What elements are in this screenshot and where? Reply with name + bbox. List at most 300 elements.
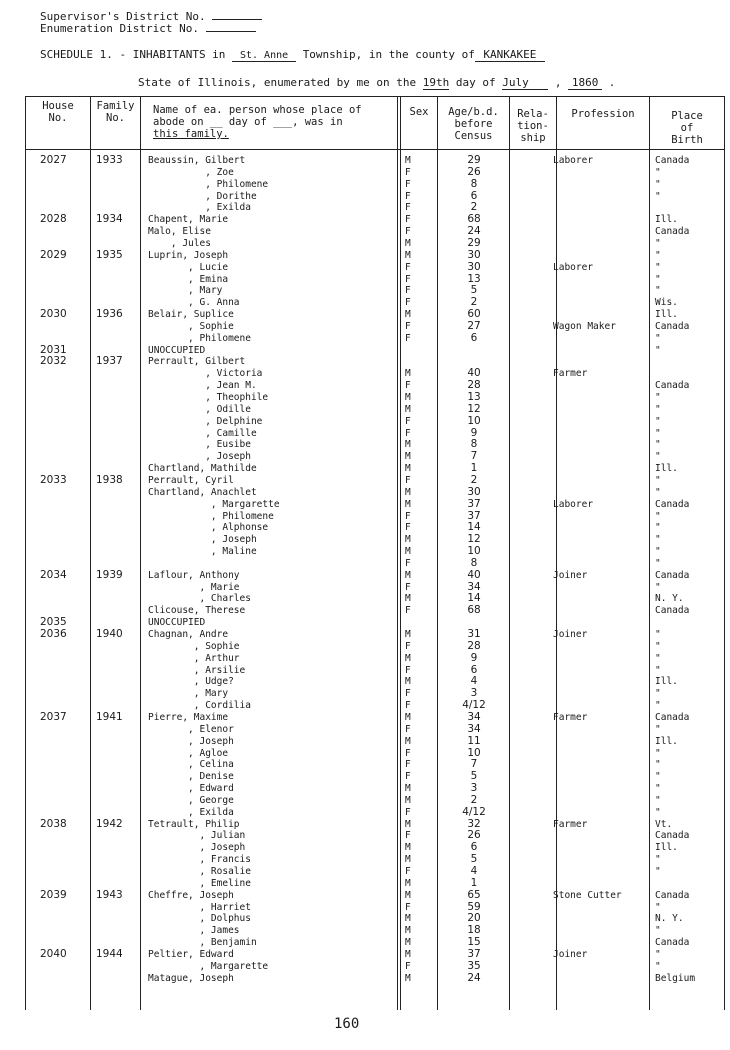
schedule-line (40, 48, 545, 62)
age-value: 37 (467, 509, 481, 522)
table-row (0, 748, 730, 760)
table-row (0, 250, 730, 262)
person-name: Pierre, Maxime (148, 711, 229, 723)
schedule-title: SCHEDULE 1. - INHABITANTS in (40, 48, 226, 61)
family-number: 1944 (96, 947, 123, 960)
person-name: , Joseph (148, 534, 257, 546)
birthplace-value: " (655, 581, 661, 593)
sex-value: F (405, 747, 411, 759)
age-value: 27 (467, 319, 481, 332)
table-row (0, 214, 730, 226)
birthplace-value: Ill. (655, 842, 678, 854)
age-value: 8 (470, 438, 478, 451)
column-header-profession-line1: Profession (571, 108, 635, 120)
age-value: 10 (467, 414, 481, 427)
birthplace-value: " (655, 237, 661, 249)
birthplace-value: " (655, 771, 661, 783)
table-row (0, 771, 730, 783)
table-row (0, 783, 730, 795)
person-name: , Exilda (148, 202, 251, 214)
sex-value: M (405, 937, 411, 949)
person-name: , Cordilia (148, 700, 251, 712)
sex-value: M (405, 451, 411, 463)
age-value: 24 (467, 225, 481, 238)
birthplace-value: Ill. (655, 214, 678, 226)
family-number: 1933 (96, 154, 123, 166)
person-name: Laflour, Anthony (148, 569, 240, 581)
age-value: 2 (470, 296, 478, 309)
sex-value: F (405, 332, 411, 344)
birthplace-value: Canada (655, 937, 690, 949)
birthplace-value: " (655, 652, 661, 664)
column-header-name-line1: Name of ea. person whose place of (153, 104, 362, 116)
table-row (0, 712, 730, 724)
table-row (0, 688, 730, 700)
sex-value: F (405, 320, 411, 332)
column-header-relationship (510, 108, 556, 144)
person-name: , Agloe (148, 747, 229, 759)
family-number: 1936 (96, 308, 123, 321)
column-header-family (91, 100, 140, 124)
family-number: 1937 (96, 355, 123, 368)
birthplace-value: " (655, 806, 661, 818)
column-header-relationship-line2: tion- (517, 120, 549, 132)
age-value: 68 (467, 213, 481, 226)
column-header-age-line1: Age/b.d. (448, 106, 499, 118)
table-row (0, 546, 730, 558)
person-name: , Victoria (148, 368, 263, 380)
age-value: 4/12 (462, 805, 486, 818)
birthplace-value: " (655, 474, 661, 486)
profession-value: Stone Cutter (553, 889, 622, 901)
person-name: , Udge? (148, 676, 234, 688)
table-row (0, 724, 730, 736)
sex-value: M (405, 249, 411, 261)
birthplace-value: " (655, 344, 661, 356)
age-value: 6 (470, 189, 478, 202)
person-name: , Harriet (148, 901, 251, 913)
house-number: 2036 (40, 628, 67, 640)
age-value: 32 (467, 817, 481, 830)
sex-value: F (405, 166, 411, 178)
sex-value: M (405, 794, 411, 806)
person-name: , Sophie (148, 640, 240, 652)
person-name: , Dorithe (148, 190, 257, 202)
table-row (0, 890, 730, 902)
table-row (0, 534, 730, 546)
birthplace-value: " (655, 700, 661, 712)
birthplace-value: " (655, 451, 661, 463)
table-row (0, 380, 730, 392)
sex-value: M (405, 546, 411, 558)
person-name: Tetrault, Philip (148, 818, 240, 830)
person-name: , Exilda (148, 806, 234, 818)
age-value: 12 (467, 533, 481, 546)
person-name: Matague, Joseph (148, 972, 234, 984)
birthplace-value: Canada (655, 320, 690, 332)
house-number: 2032 (40, 355, 67, 368)
sex-value: F (405, 380, 411, 392)
table-row (0, 487, 730, 499)
table-row (0, 167, 730, 179)
column-header-place-line3: Birth (671, 134, 703, 146)
sex-value: M (405, 155, 411, 166)
profession-value: Laborer (553, 498, 594, 510)
person-name: , Jules (148, 237, 211, 249)
age-value: 2 (470, 473, 478, 486)
birthplace-value: " (655, 759, 661, 771)
table-header-rule (25, 149, 725, 150)
age-value: 4 (470, 675, 478, 688)
age-value: 5 (470, 284, 478, 297)
person-name: Luprin, Joseph (148, 249, 229, 261)
age-value: 15 (467, 936, 481, 949)
age-value: 14 (467, 592, 481, 605)
age-value: 20 (467, 912, 481, 925)
table-row (0, 179, 730, 191)
age-value: 10 (467, 545, 481, 558)
person-name: , Dolphus (148, 913, 251, 925)
birthplace-value: Canada (655, 605, 690, 617)
sex-value: F (405, 522, 411, 534)
age-value: 4/12 (462, 699, 486, 712)
birthplace-value: Canada (655, 569, 690, 581)
birthplace-value: N. Y. (655, 593, 684, 605)
table-row (0, 522, 730, 534)
person-name: , Theophile (148, 392, 269, 403)
person-name: , Alphonse (148, 522, 269, 534)
person-name: Chartland, Mathilde (148, 463, 257, 475)
table-row (0, 274, 730, 286)
house-number: 2027 (40, 154, 67, 166)
person-name: Chartland, Anachlet (148, 486, 257, 498)
table-row (0, 368, 730, 380)
column-header-relationship-line3: ship (520, 132, 546, 144)
person-name: , Philomene (148, 332, 251, 344)
age-value: 68 (467, 604, 481, 617)
sex-value: F (405, 427, 411, 439)
birthplace-value: Canada (655, 889, 690, 901)
sex-value: M (405, 783, 411, 795)
house-number: 2028 (40, 213, 67, 226)
township-suffix: Township, in the county of (302, 48, 475, 61)
age-value: 7 (470, 758, 478, 771)
person-name: Malo, Elise (148, 226, 211, 238)
person-name: , Jean M. (148, 380, 257, 392)
age-value: 28 (467, 639, 481, 652)
birthplace-value: " (655, 178, 661, 190)
year-separator: , (554, 76, 562, 89)
age-value: 29 (467, 154, 481, 166)
birthplace-value: Canada (655, 226, 690, 238)
person-name: , Camille (148, 427, 257, 439)
age-value: 11 (467, 734, 481, 747)
birthplace-value: " (655, 866, 661, 877)
age-value: 35 (467, 959, 481, 972)
age-value: 34 (467, 580, 481, 593)
sex-value: F (405, 581, 411, 593)
sex-value: M (405, 593, 411, 605)
table-row (0, 582, 730, 594)
enumeration-district-label (40, 22, 256, 35)
sex-value: F (405, 557, 411, 569)
birthplace-value: " (655, 747, 661, 759)
column-header-place-line1: Place (671, 110, 703, 122)
profession-value: Laborer (553, 155, 594, 166)
age-value: 37 (467, 947, 481, 960)
age-value: 7 (470, 450, 478, 463)
sex-value: M (405, 463, 411, 475)
person-name: , Zoe (148, 166, 234, 178)
column-header-relationship-line1: Rela- (517, 108, 549, 120)
age-value: 1 (470, 462, 478, 475)
birthplace-value: " (655, 925, 661, 937)
table-row (0, 511, 730, 523)
sex-value: F (405, 415, 411, 427)
birthplace-value: Ill. (655, 463, 678, 475)
sex-value: F (405, 723, 411, 735)
sex-value: M (405, 569, 411, 581)
sex-value: M (405, 948, 411, 960)
birthplace-value: " (655, 901, 661, 913)
house-number: 2037 (40, 710, 67, 723)
sex-value: M (405, 439, 411, 451)
birthplace-value: Canada (655, 711, 690, 723)
state-line-end: . (608, 76, 616, 89)
table-row (0, 653, 730, 665)
sex-value: M (405, 925, 411, 937)
house-number: 2039 (40, 888, 67, 901)
table-row (0, 854, 730, 866)
birthplace-value: " (655, 332, 661, 344)
table-row (0, 902, 730, 914)
table-row (0, 155, 730, 167)
column-header-family-line1: Family (96, 100, 135, 112)
sex-value: F (405, 261, 411, 273)
age-value: 29 (467, 236, 481, 249)
person-name: Peltier, Edward (148, 948, 234, 960)
column-header-sex-line1: Sex (409, 106, 429, 118)
age-value: 1 (470, 876, 478, 889)
table-row (0, 676, 730, 688)
person-name: Chagnan, Andre (148, 629, 229, 640)
table-row (0, 309, 730, 321)
person-name: Clicouse, Therese (148, 605, 246, 617)
birthplace-value: " (655, 249, 661, 261)
sex-value: F (405, 190, 411, 202)
person-name: , Sophie (148, 320, 234, 332)
column-header-house (27, 100, 89, 124)
house-number: 2034 (40, 568, 67, 581)
table-row (0, 759, 730, 771)
table-row (0, 499, 730, 511)
age-value: 24 (467, 971, 481, 984)
age-value: 28 (467, 379, 481, 392)
person-name: Perrault, Gilbert (148, 356, 246, 368)
enumeration-district-blank (206, 31, 256, 32)
age-value: 5 (470, 853, 478, 866)
age-value: 26 (467, 829, 481, 842)
table-row (0, 913, 730, 925)
age-value: 40 (467, 568, 481, 581)
age-value: 40 (467, 367, 481, 380)
month-value: July (502, 76, 548, 90)
person-name: , Francis (148, 854, 251, 866)
birthplace-value: Ill. (655, 735, 678, 747)
sex-value: F (405, 605, 411, 617)
table-row (0, 428, 730, 440)
person-name: Chapent, Marie (148, 214, 229, 226)
sex-value: F (405, 771, 411, 783)
sex-value: M (405, 534, 411, 546)
birthplace-value: " (655, 664, 661, 676)
person-name: , Lucie (148, 261, 229, 273)
table-row (0, 321, 730, 333)
person-name: , Joseph (148, 451, 251, 463)
table-row (0, 807, 730, 819)
age-value: 6 (470, 331, 478, 344)
family-number: 1943 (96, 888, 123, 901)
sex-value: F (405, 510, 411, 522)
person-name: , Delphine (148, 415, 263, 427)
birthplace-value: " (655, 522, 661, 534)
table-row (0, 842, 730, 854)
sex-value: M (405, 486, 411, 498)
person-name: , Mary (148, 285, 223, 297)
person-name: , Emina (148, 273, 229, 285)
sex-value: M (405, 711, 411, 723)
sex-value: F (405, 700, 411, 712)
birthplace-value: " (655, 273, 661, 285)
person-name: , Joseph (148, 842, 246, 854)
table-row (0, 226, 730, 238)
table-row (0, 949, 730, 961)
sex-value: M (405, 854, 411, 866)
age-value: 13 (467, 391, 481, 403)
birthplace-value: " (655, 190, 661, 202)
person-name: Cheffre, Joseph (148, 889, 234, 901)
birthplace-value: " (655, 948, 661, 960)
table-row (0, 973, 730, 985)
table-row (0, 925, 730, 937)
table-row (0, 558, 730, 570)
birthplace-value: " (655, 546, 661, 558)
birthplace-value: Canada (655, 830, 690, 842)
column-header-age (438, 106, 509, 142)
profession-value: Farmer (553, 711, 588, 723)
sex-value: M (405, 889, 411, 901)
birthplace-value: " (655, 285, 661, 297)
person-name: , James (148, 925, 240, 937)
family-number: 1940 (96, 628, 123, 640)
table-row (0, 570, 730, 582)
person-name: , Philomene (148, 510, 274, 522)
age-value: 30 (467, 485, 481, 498)
person-name: , Eusibe (148, 439, 251, 451)
person-name: , Celina (148, 759, 234, 771)
table-row (0, 961, 730, 973)
column-header-profession (557, 108, 649, 120)
table-row (0, 593, 730, 605)
column-header-name (153, 104, 393, 140)
table-row (0, 404, 730, 416)
person-name: Beaussin, Gilbert (148, 155, 246, 166)
family-number: 1941 (96, 710, 123, 723)
birthplace-value: N. Y. (655, 913, 684, 925)
age-value: 3 (470, 782, 478, 795)
profession-value: Joiner (553, 629, 588, 640)
table-row (0, 439, 730, 451)
family-number: 1939 (96, 568, 123, 581)
sex-value: F (405, 806, 411, 818)
birthplace-value: " (655, 640, 661, 652)
sex-value: F (405, 178, 411, 190)
person-name: , Arthur (148, 652, 240, 664)
age-value: 6 (470, 841, 478, 854)
birthplace-value: Ill. (655, 676, 678, 688)
table-row (0, 451, 730, 463)
age-value: 34 (467, 722, 481, 735)
table-row (0, 262, 730, 274)
sex-value: F (405, 960, 411, 972)
age-value: 65 (467, 888, 481, 901)
birthplace-value: Wis. (655, 297, 678, 309)
table-row (0, 392, 730, 404)
family-number: 1938 (96, 473, 123, 486)
person-name: , Emeline (148, 877, 251, 889)
column-header-name-line3: this family. (153, 128, 229, 140)
supervisor-district-blank (212, 19, 262, 20)
birthplace-value: " (655, 510, 661, 522)
age-value: 2 (470, 201, 478, 214)
column-header-name-line2: abode on __ day of ___, was in (153, 116, 343, 128)
person-name: , Margarette (148, 960, 269, 972)
person-name: , Marie (148, 581, 240, 593)
birthplace-value: " (655, 166, 661, 178)
table-row (0, 605, 730, 617)
person-name: , Elenor (148, 723, 234, 735)
table-row (0, 238, 730, 250)
person-name: Perrault, Cyril (148, 474, 234, 486)
family-number: 1935 (96, 248, 123, 261)
column-header-age-line3: Census (454, 130, 493, 142)
sex-value: M (405, 629, 411, 640)
day-value: 19th (422, 76, 450, 89)
age-value: 34 (467, 710, 481, 723)
age-value: 10 (467, 746, 481, 759)
sex-value: M (405, 403, 411, 415)
person-name: UNOCCUPIED (148, 344, 206, 356)
person-name: , Mary (148, 688, 229, 700)
age-value: 8 (470, 177, 478, 190)
birthplace-value: Canada (655, 380, 690, 392)
person-name: , Benjamin (148, 937, 257, 949)
house-number: 2033 (40, 473, 67, 486)
sex-value: M (405, 652, 411, 664)
table-row (0, 191, 730, 203)
sex-value: F (405, 214, 411, 226)
profession-value: Laborer (553, 261, 594, 273)
age-value: 14 (467, 521, 481, 534)
birthplace-value: " (655, 794, 661, 806)
house-number: 2040 (40, 947, 67, 960)
state-line-text: State of Illinois, enumerated by me on the (138, 76, 417, 89)
person-name: , Maline (148, 546, 257, 558)
sex-value: F (405, 866, 411, 877)
table-row (0, 736, 730, 748)
table-top-rule (25, 96, 725, 97)
person-name: , Denise (148, 771, 234, 783)
